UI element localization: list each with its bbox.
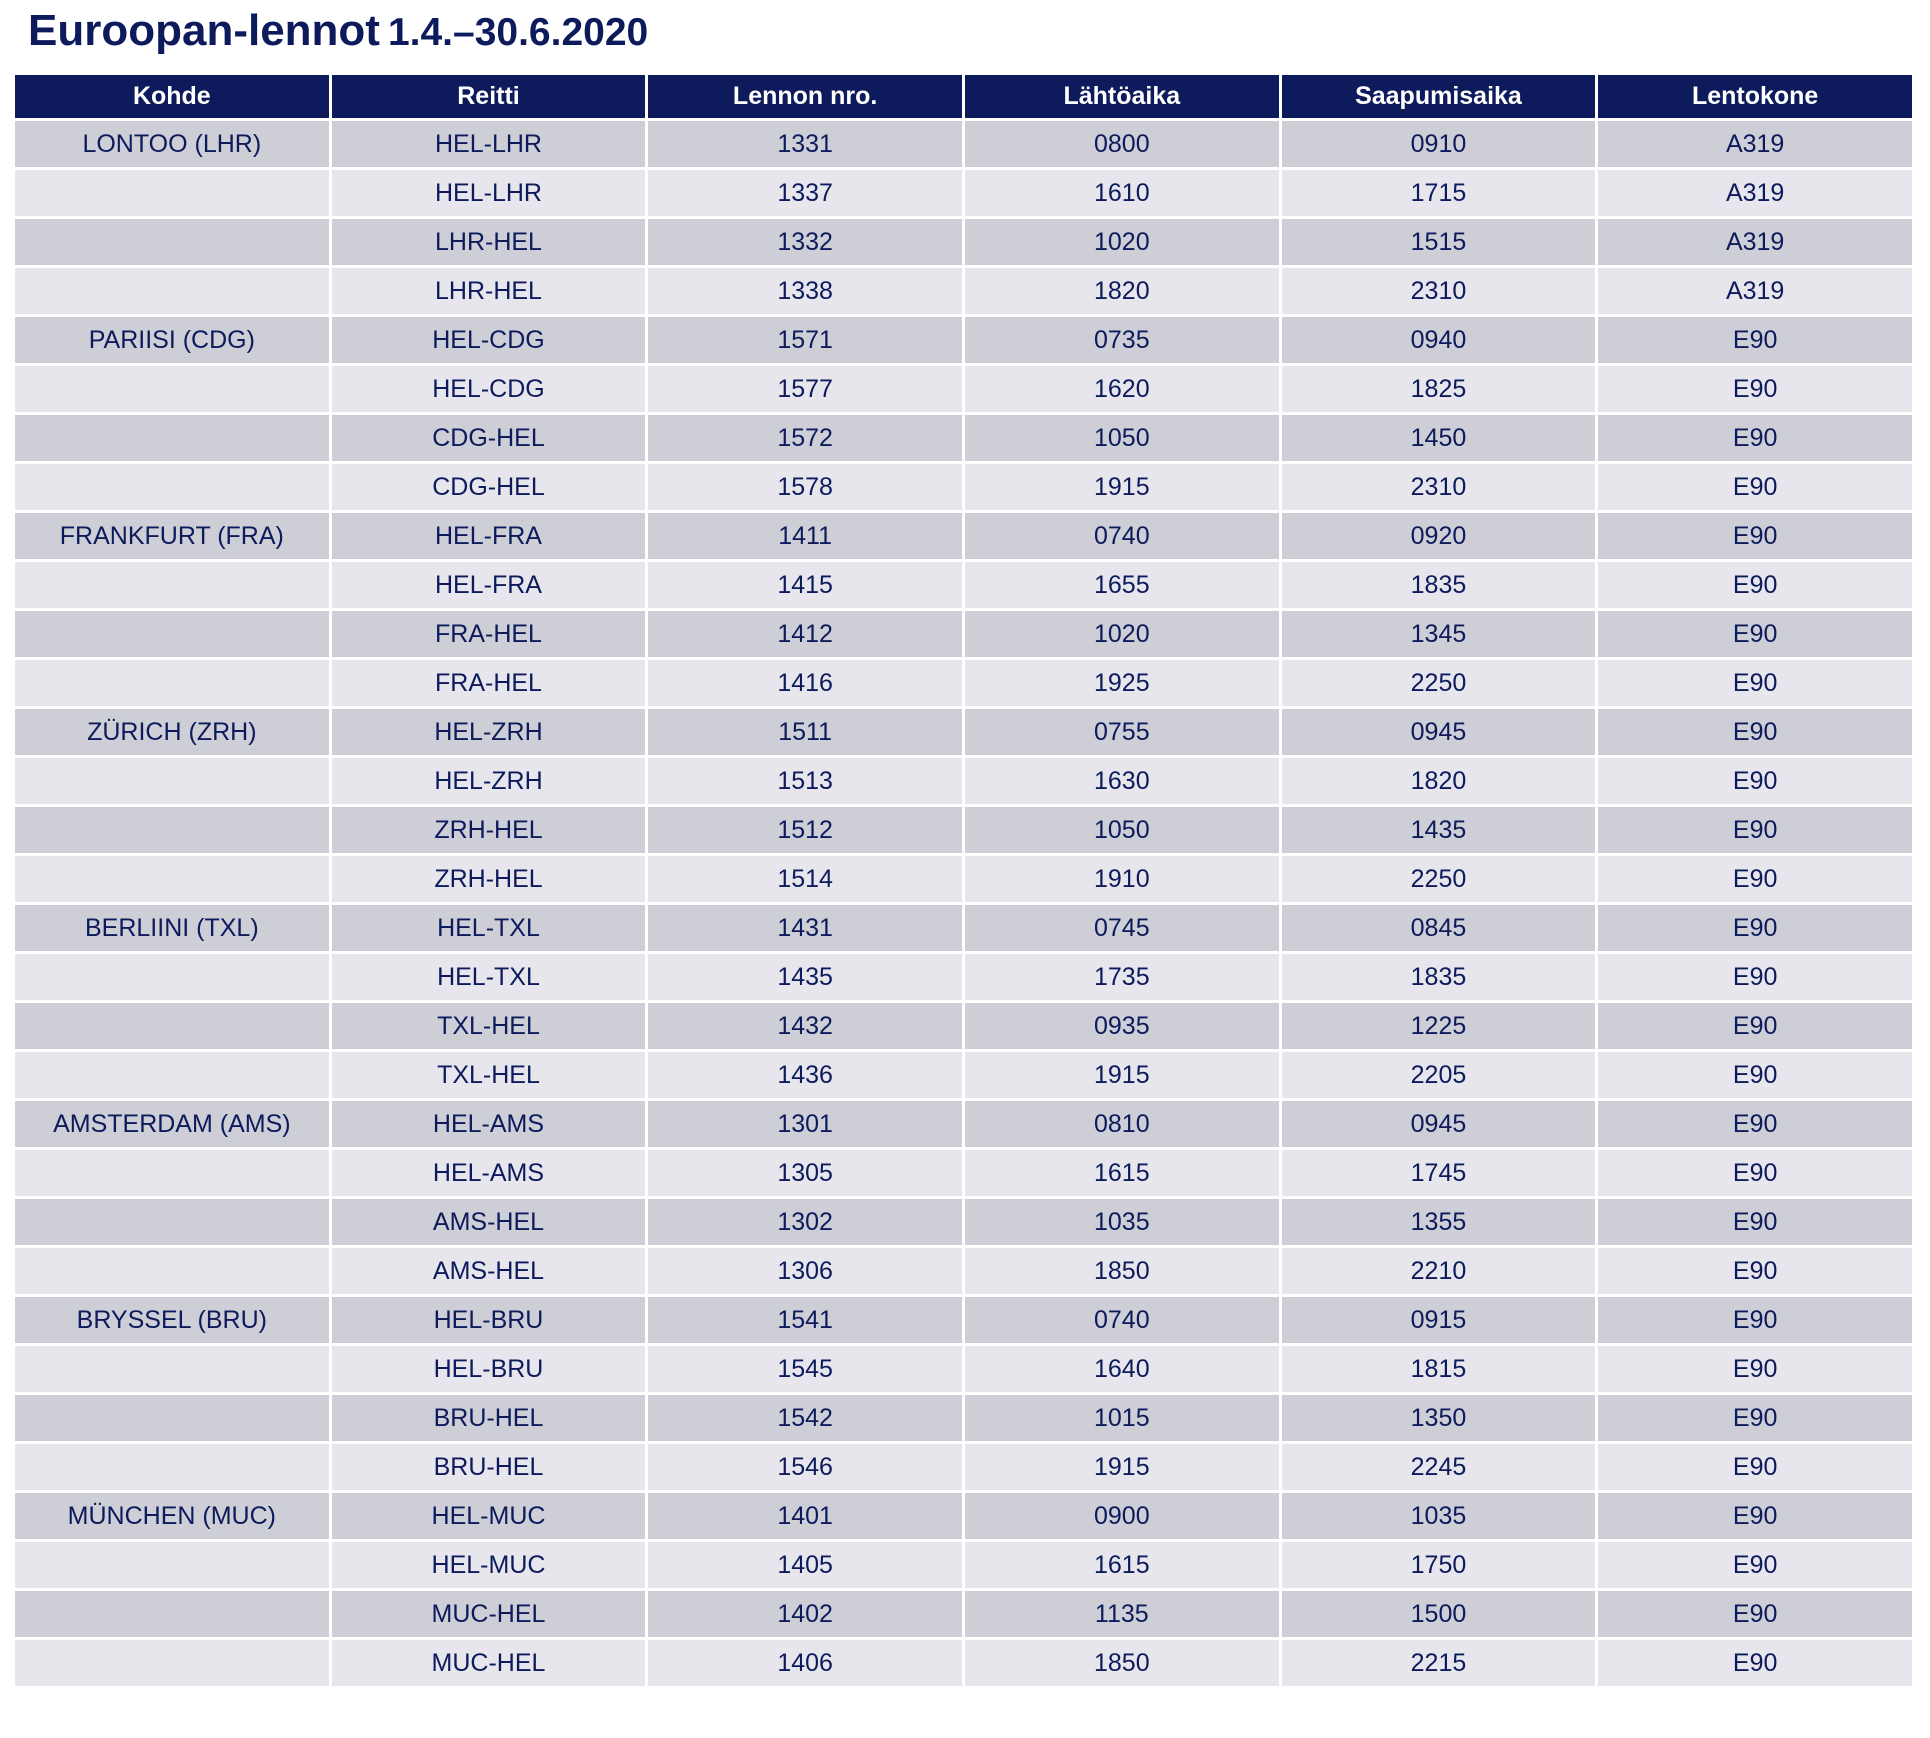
cell-reitti: HEL-ZRH [332, 758, 646, 804]
cell-reitti: LHR-HEL [332, 268, 646, 314]
cell-lentokone: E90 [1598, 856, 1912, 902]
cell-saapumisaika: 1225 [1282, 1003, 1596, 1049]
cell-reitti: CDG-HEL [332, 464, 646, 510]
table-row [15, 317, 1912, 363]
cell-kohde [15, 1052, 329, 1098]
title-main: Euroopan-lennot [28, 6, 380, 55]
cell-lahtoaika: 1630 [965, 758, 1279, 804]
cell-saapumisaika: 0940 [1282, 317, 1596, 363]
table-row [15, 807, 1912, 853]
cell-saapumisaika: 0845 [1282, 905, 1596, 951]
cell-lentokone: E90 [1598, 1591, 1912, 1637]
cell-lentokone: E90 [1598, 1101, 1912, 1147]
cell-saapumisaika: 0920 [1282, 513, 1596, 559]
cell-lahtoaika: 1020 [965, 611, 1279, 657]
cell-saapumisaika: 0910 [1282, 121, 1596, 167]
table-row [15, 1591, 1912, 1637]
table-row [15, 366, 1912, 412]
cell-lentokone: E90 [1598, 1640, 1912, 1686]
cell-saapumisaika: 1345 [1282, 611, 1596, 657]
cell-lennon-nro: 1513 [648, 758, 962, 804]
table-row [15, 709, 1912, 755]
cell-kohde [15, 807, 329, 853]
cell-lennon-nro: 1338 [648, 268, 962, 314]
cell-kohde [15, 1591, 329, 1637]
cell-lentokone: E90 [1598, 758, 1912, 804]
cell-lahtoaika: 1620 [965, 366, 1279, 412]
cell-lahtoaika: 1655 [965, 562, 1279, 608]
cell-lahtoaika: 1925 [965, 660, 1279, 706]
cell-saapumisaika: 2245 [1282, 1444, 1596, 1490]
cell-lahtoaika: 1915 [965, 1052, 1279, 1098]
table-row [15, 1101, 1912, 1147]
cell-lahtoaika: 0810 [965, 1101, 1279, 1147]
table-row [15, 856, 1912, 902]
column-header-saapumisaika: Saapumisaika [1282, 75, 1596, 118]
cell-kohde [15, 1640, 329, 1686]
table-row [15, 1640, 1912, 1686]
cell-lennon-nro: 1401 [648, 1493, 962, 1539]
cell-lahtoaika: 0745 [965, 905, 1279, 951]
cell-kohde [15, 1199, 329, 1245]
cell-reitti: ZRH-HEL [332, 807, 646, 853]
cell-saapumisaika: 0915 [1282, 1297, 1596, 1343]
cell-saapumisaika: 2250 [1282, 856, 1596, 902]
cell-lennon-nro: 1301 [648, 1101, 962, 1147]
cell-kohde: MÜNCHEN (MUC) [15, 1493, 329, 1539]
page-title [28, 6, 648, 56]
cell-lennon-nro: 1331 [648, 121, 962, 167]
cell-kohde [15, 170, 329, 216]
cell-kohde [15, 856, 329, 902]
cell-saapumisaika: 1035 [1282, 1493, 1596, 1539]
cell-lentokone: E90 [1598, 464, 1912, 510]
cell-reitti: HEL-TXL [332, 954, 646, 1000]
cell-lahtoaika: 1850 [965, 1248, 1279, 1294]
table-row [15, 1248, 1912, 1294]
cell-lahtoaika: 1135 [965, 1591, 1279, 1637]
cell-lahtoaika: 1850 [965, 1640, 1279, 1686]
cell-lennon-nro: 1406 [648, 1640, 962, 1686]
cell-saapumisaika: 1355 [1282, 1199, 1596, 1245]
cell-kohde [15, 562, 329, 608]
cell-saapumisaika: 2205 [1282, 1052, 1596, 1098]
cell-lennon-nro: 1542 [648, 1395, 962, 1441]
table-row [15, 1444, 1912, 1490]
cell-reitti: LHR-HEL [332, 219, 646, 265]
cell-lentokone: E90 [1598, 954, 1912, 1000]
cell-reitti: BRU-HEL [332, 1395, 646, 1441]
cell-lahtoaika: 1915 [965, 1444, 1279, 1490]
cell-kohde: LONTOO (LHR) [15, 121, 329, 167]
cell-reitti: HEL-LHR [332, 170, 646, 216]
cell-kohde: PARIISI (CDG) [15, 317, 329, 363]
cell-lennon-nro: 1512 [648, 807, 962, 853]
table-row [15, 905, 1912, 951]
cell-lennon-nro: 1571 [648, 317, 962, 363]
column-header-lentokone: Lentokone [1598, 75, 1912, 118]
cell-saapumisaika: 1715 [1282, 170, 1596, 216]
cell-lahtoaika: 1610 [965, 170, 1279, 216]
cell-lentokone: E90 [1598, 1297, 1912, 1343]
cell-lennon-nro: 1572 [648, 415, 962, 461]
table-row [15, 415, 1912, 461]
cell-lennon-nro: 1306 [648, 1248, 962, 1294]
cell-lennon-nro: 1416 [648, 660, 962, 706]
cell-saapumisaika: 2215 [1282, 1640, 1596, 1686]
table-row [15, 1003, 1912, 1049]
cell-lentokone: E90 [1598, 1395, 1912, 1441]
cell-kohde [15, 660, 329, 706]
cell-saapumisaika: 1745 [1282, 1150, 1596, 1196]
table-body [15, 121, 1912, 1686]
table-row [15, 562, 1912, 608]
cell-kohde [15, 219, 329, 265]
cell-lennon-nro: 1415 [648, 562, 962, 608]
cell-lentokone: E90 [1598, 1150, 1912, 1196]
cell-saapumisaika: 2210 [1282, 1248, 1596, 1294]
cell-lentokone: E90 [1598, 1248, 1912, 1294]
cell-lentokone: E90 [1598, 905, 1912, 951]
cell-reitti: HEL-FRA [332, 562, 646, 608]
cell-lennon-nro: 1436 [648, 1052, 962, 1098]
table-row [15, 758, 1912, 804]
cell-lahtoaika: 0735 [965, 317, 1279, 363]
table-row [15, 121, 1912, 167]
cell-lahtoaika: 0900 [965, 1493, 1279, 1539]
cell-lentokone: E90 [1598, 709, 1912, 755]
cell-kohde [15, 954, 329, 1000]
cell-saapumisaika: 1815 [1282, 1346, 1596, 1392]
cell-lentokone: A319 [1598, 170, 1912, 216]
cell-lahtoaika: 1615 [965, 1150, 1279, 1196]
column-header-lahtoaika: Lähtöaika [965, 75, 1279, 118]
cell-lahtoaika: 1050 [965, 415, 1279, 461]
cell-reitti: HEL-ZRH [332, 709, 646, 755]
cell-lentokone: E90 [1598, 562, 1912, 608]
cell-kohde: AMSTERDAM (AMS) [15, 1101, 329, 1147]
cell-lennon-nro: 1578 [648, 464, 962, 510]
cell-lennon-nro: 1405 [648, 1542, 962, 1588]
cell-lennon-nro: 1514 [648, 856, 962, 902]
table-row [15, 1052, 1912, 1098]
cell-lennon-nro: 1511 [648, 709, 962, 755]
cell-lennon-nro: 1545 [648, 1346, 962, 1392]
table-row [15, 1493, 1912, 1539]
cell-kohde [15, 464, 329, 510]
cell-lentokone: E90 [1598, 513, 1912, 559]
cell-saapumisaika: 1750 [1282, 1542, 1596, 1588]
cell-lennon-nro: 1412 [648, 611, 962, 657]
cell-lentokone: E90 [1598, 611, 1912, 657]
cell-lennon-nro: 1431 [648, 905, 962, 951]
cell-reitti: HEL-CDG [332, 366, 646, 412]
table-row [15, 1346, 1912, 1392]
cell-saapumisaika: 1825 [1282, 366, 1596, 412]
cell-kohde [15, 1444, 329, 1490]
cell-saapumisaika: 2310 [1282, 268, 1596, 314]
cell-reitti: HEL-AMS [332, 1101, 646, 1147]
flights-table [12, 72, 1915, 1689]
cell-lahtoaika: 1020 [965, 219, 1279, 265]
cell-lentokone: E90 [1598, 317, 1912, 363]
cell-lennon-nro: 1305 [648, 1150, 962, 1196]
cell-reitti: BRU-HEL [332, 1444, 646, 1490]
cell-reitti: FRA-HEL [332, 611, 646, 657]
cell-saapumisaika: 1435 [1282, 807, 1596, 853]
cell-lennon-nro: 1402 [648, 1591, 962, 1637]
cell-lennon-nro: 1577 [648, 366, 962, 412]
cell-saapumisaika: 1820 [1282, 758, 1596, 804]
cell-lahtoaika: 1015 [965, 1395, 1279, 1441]
cell-kohde [15, 415, 329, 461]
cell-lahtoaika: 0800 [965, 121, 1279, 167]
cell-saapumisaika: 0945 [1282, 709, 1596, 755]
cell-lennon-nro: 1337 [648, 170, 962, 216]
cell-lentokone: E90 [1598, 660, 1912, 706]
cell-lennon-nro: 1332 [648, 219, 962, 265]
cell-reitti: HEL-BRU [332, 1346, 646, 1392]
cell-kohde [15, 268, 329, 314]
cell-saapumisaika: 2250 [1282, 660, 1596, 706]
cell-lentokone: E90 [1598, 1346, 1912, 1392]
table-row [15, 1199, 1912, 1245]
cell-reitti: AMS-HEL [332, 1248, 646, 1294]
table-row [15, 1542, 1912, 1588]
column-header-kohde: Kohde [15, 75, 329, 118]
cell-lennon-nro: 1541 [648, 1297, 962, 1343]
cell-kohde [15, 366, 329, 412]
cell-lahtoaika: 1640 [965, 1346, 1279, 1392]
cell-reitti: FRA-HEL [332, 660, 646, 706]
cell-reitti: HEL-LHR [332, 121, 646, 167]
cell-lahtoaika: 1915 [965, 464, 1279, 510]
cell-kohde [15, 1150, 329, 1196]
cell-lahtoaika: 0755 [965, 709, 1279, 755]
cell-lahtoaika: 0740 [965, 513, 1279, 559]
cell-reitti: MUC-HEL [332, 1591, 646, 1637]
cell-kohde: FRANKFURT (FRA) [15, 513, 329, 559]
cell-kohde [15, 1346, 329, 1392]
cell-saapumisaika: 0945 [1282, 1101, 1596, 1147]
cell-reitti: ZRH-HEL [332, 856, 646, 902]
cell-reitti: MUC-HEL [332, 1640, 646, 1686]
cell-lentokone: E90 [1598, 1542, 1912, 1588]
cell-lahtoaika: 1735 [965, 954, 1279, 1000]
cell-kohde: BRYSSEL (BRU) [15, 1297, 329, 1343]
cell-lentokone: E90 [1598, 807, 1912, 853]
table-row [15, 954, 1912, 1000]
cell-lentokone: A319 [1598, 219, 1912, 265]
cell-lahtoaika: 1820 [965, 268, 1279, 314]
cell-lahtoaika: 1050 [965, 807, 1279, 853]
table-row [15, 268, 1912, 314]
cell-lentokone: E90 [1598, 415, 1912, 461]
cell-lennon-nro: 1546 [648, 1444, 962, 1490]
cell-lentokone: E90 [1598, 1052, 1912, 1098]
cell-lahtoaika: 1035 [965, 1199, 1279, 1245]
cell-reitti: TXL-HEL [332, 1003, 646, 1049]
cell-reitti: CDG-HEL [332, 415, 646, 461]
cell-lentokone: E90 [1598, 1493, 1912, 1539]
cell-kohde: ZÜRICH (ZRH) [15, 709, 329, 755]
cell-reitti: HEL-BRU [332, 1297, 646, 1343]
table-row [15, 660, 1912, 706]
cell-kohde [15, 1003, 329, 1049]
cell-lentokone: A319 [1598, 121, 1912, 167]
cell-saapumisaika: 1450 [1282, 415, 1596, 461]
cell-lennon-nro: 1302 [648, 1199, 962, 1245]
column-header-reitti: Reitti [332, 75, 646, 118]
cell-kohde: BERLIINI (TXL) [15, 905, 329, 951]
table-header-row [15, 75, 1912, 118]
cell-reitti: HEL-MUC [332, 1493, 646, 1539]
cell-reitti: HEL-CDG [332, 317, 646, 363]
cell-saapumisaika: 1500 [1282, 1591, 1596, 1637]
cell-kohde [15, 758, 329, 804]
cell-saapumisaika: 1835 [1282, 562, 1596, 608]
cell-saapumisaika: 1835 [1282, 954, 1596, 1000]
cell-lentokone: E90 [1598, 1444, 1912, 1490]
cell-reitti: HEL-TXL [332, 905, 646, 951]
cell-lahtoaika: 0935 [965, 1003, 1279, 1049]
cell-lennon-nro: 1432 [648, 1003, 962, 1049]
cell-reitti: AMS-HEL [332, 1199, 646, 1245]
cell-reitti: HEL-FRA [332, 513, 646, 559]
cell-reitti: TXL-HEL [332, 1052, 646, 1098]
table-row [15, 1297, 1912, 1343]
cell-saapumisaika: 1350 [1282, 1395, 1596, 1441]
cell-lentokone: E90 [1598, 1199, 1912, 1245]
table-row [15, 1395, 1912, 1441]
table-row [15, 611, 1912, 657]
cell-lentokone: A319 [1598, 268, 1912, 314]
table-row [15, 219, 1912, 265]
cell-lahtoaika: 1615 [965, 1542, 1279, 1588]
cell-lahtoaika: 0740 [965, 1297, 1279, 1343]
table-row [15, 513, 1912, 559]
cell-lennon-nro: 1435 [648, 954, 962, 1000]
cell-lahtoaika: 1910 [965, 856, 1279, 902]
table-row [15, 170, 1912, 216]
column-header-lennon-nro: Lennon nro. [648, 75, 962, 118]
table-row [15, 1150, 1912, 1196]
cell-lentokone: E90 [1598, 1003, 1912, 1049]
cell-saapumisaika: 2310 [1282, 464, 1596, 510]
table-row [15, 464, 1912, 510]
title-date-range: 1.4.–30.6.2020 [387, 11, 649, 54]
cell-saapumisaika: 1515 [1282, 219, 1596, 265]
cell-reitti: HEL-MUC [332, 1542, 646, 1588]
cell-kohde [15, 1542, 329, 1588]
cell-kohde [15, 1395, 329, 1441]
cell-kohde [15, 611, 329, 657]
cell-lentokone: E90 [1598, 366, 1912, 412]
cell-kohde [15, 1248, 329, 1294]
cell-lennon-nro: 1411 [648, 513, 962, 559]
cell-reitti: HEL-AMS [332, 1150, 646, 1196]
